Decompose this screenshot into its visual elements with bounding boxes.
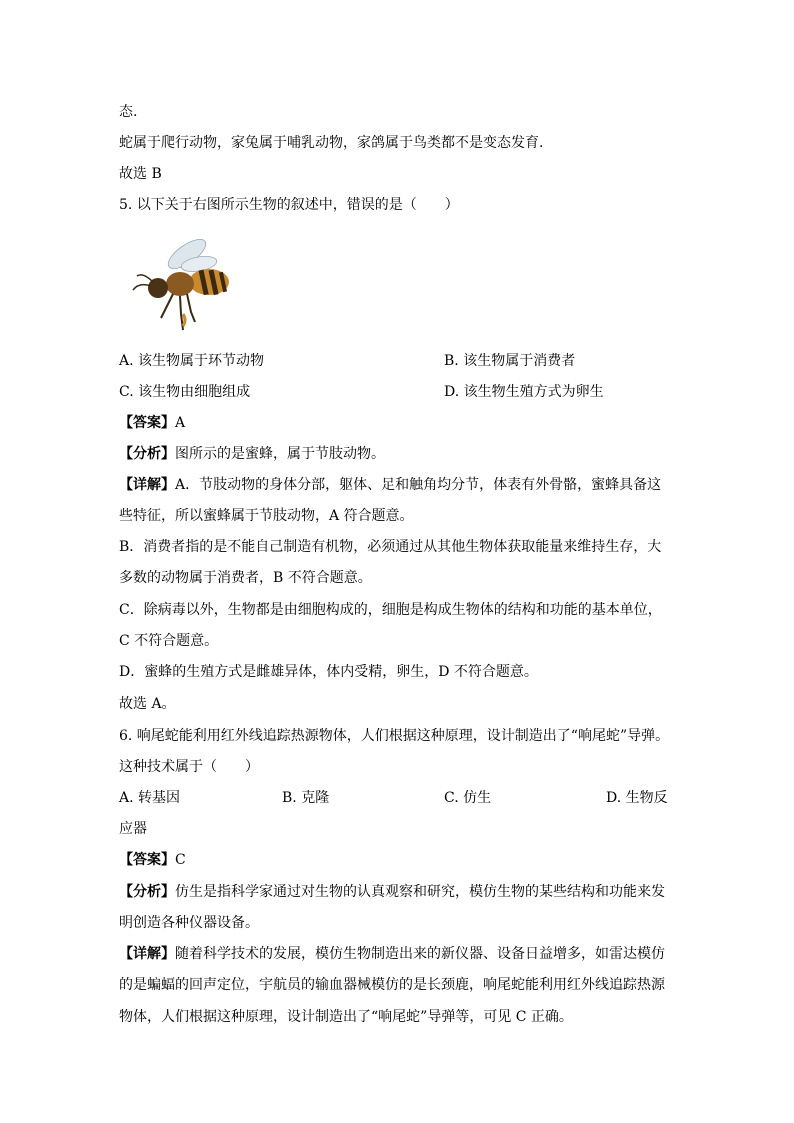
explanation-tag: 【详解】 bbox=[119, 946, 175, 962]
explanation-line bbox=[119, 475, 661, 495]
text-line: B．消费者指的是不能自己制造有机物，必须通过从其他生物体获取能量来维持生存，大 bbox=[119, 539, 662, 555]
text-line: 蛇属于爬行动物，家兔属于哺乳动物，家鸽属于鸟类都不是变态发育. bbox=[119, 135, 544, 151]
option-d: D. 该生物生殖方式为卵生 bbox=[444, 384, 604, 400]
answer-line bbox=[119, 413, 185, 433]
option-b: B. 该生物属于消费者 bbox=[444, 353, 576, 369]
text-line: 物体，人们根据这种原理，设计制造出了“响尾蛇”导弹等，可见 C 正确。 bbox=[119, 1009, 573, 1025]
question-6-stem: 这种技术属于（ ） bbox=[119, 759, 259, 775]
bee-icon bbox=[125, 232, 235, 334]
explanation-tag: 【详解】 bbox=[119, 477, 175, 493]
text-line: C 不符合题意。 bbox=[119, 633, 219, 649]
analysis-tag: 【分析】 bbox=[119, 446, 175, 462]
analysis-line bbox=[119, 444, 385, 464]
answer-value: A bbox=[175, 415, 186, 431]
option-c: C. 该生物由细胞组成 bbox=[119, 384, 251, 400]
text-line: C．除病毒以外，生物都是由细胞构成的，细胞是构成生物体的结构和功能的基本单位， bbox=[119, 602, 662, 618]
option-c: C. 仿生 bbox=[444, 790, 492, 806]
explanation-text: 随着科学技术的发展，模仿生物制造出来的新仪器、设备日益增多，如雷达模仿 bbox=[175, 946, 665, 962]
question-5-stem: 5. 以下关于右图所示生物的叙述中，错误的是（ ） bbox=[119, 197, 459, 213]
answer-line bbox=[119, 850, 186, 870]
option-a: A. 转基因 bbox=[119, 790, 181, 806]
answer-tag: 【答案】 bbox=[119, 852, 175, 868]
question-6-stem: 6. 响尾蛇能利用红外线追踪热源物体，人们根据这种原理，设计制造出了“响尾蛇”导弹。 bbox=[119, 728, 670, 744]
option-b: B. 克隆 bbox=[282, 790, 330, 806]
answer-tag: 【答案】 bbox=[119, 415, 175, 431]
text-line: 的是蝙蝠的回声定位，宇航员的输血器械模仿的是长颈鹿，响尾蛇能利用红外线追踪热源 bbox=[119, 977, 665, 993]
answer-value: C bbox=[175, 852, 186, 868]
option-d-continued: 应器 bbox=[119, 821, 147, 837]
text-line: D．蜜蜂的生殖方式是雌雄异体，体内受精，卵生，D 不符合题意。 bbox=[119, 664, 538, 680]
text-line: 故选 A。 bbox=[119, 696, 176, 712]
text-line: 态. bbox=[119, 104, 138, 120]
explanation-line bbox=[119, 944, 665, 964]
analysis-text: 仿生是指科学家通过对生物的认真观察和研究，模仿生物的某些结构和功能来发 bbox=[175, 884, 665, 900]
text-line: 多数的动物属于消费者，B 不符合题意。 bbox=[119, 570, 372, 586]
text-line: 明创造各种仪器设备。 bbox=[119, 915, 259, 931]
analysis-line bbox=[119, 882, 665, 902]
text-line: 故选 B bbox=[119, 166, 162, 182]
option-a: A. 该生物属于环节动物 bbox=[119, 353, 265, 369]
explanation-text: A．节肢动物的身体分部，躯体、足和触角均分节，体表有外骨骼，蜜蜂具备这 bbox=[175, 477, 662, 493]
analysis-text: 图所示的是蜜蜂，属于节肢动物。 bbox=[175, 446, 385, 462]
text-line: 些特征，所以蜜蜂属于节肢动物，A 符合题意。 bbox=[119, 508, 414, 524]
option-d: D. 生物反 bbox=[606, 790, 668, 806]
analysis-tag: 【分析】 bbox=[119, 884, 175, 900]
